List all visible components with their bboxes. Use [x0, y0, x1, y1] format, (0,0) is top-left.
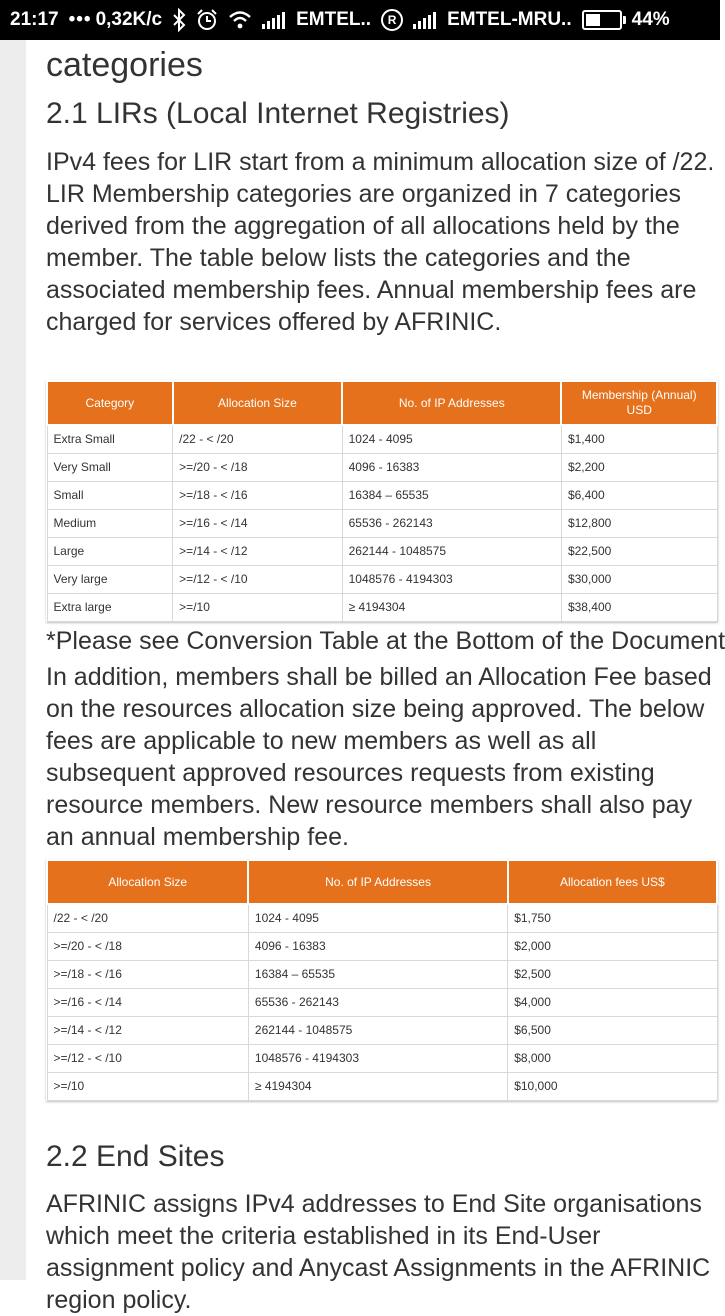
column-header: Allocation Size [47, 860, 248, 904]
table-cell: >=/10 [47, 1072, 248, 1100]
roaming-icon: R [381, 9, 403, 31]
conversion-note[interactable]: *Please see Conversion Table at the Bottom of the Document [46, 627, 725, 655]
table-cell: 65536 - 262143 [248, 988, 507, 1016]
end-sites-paragraph: AFRINIC assigns IPv4 addresses to End Site organisations which meet the criteria established in its End-User assignment policy and Anycast Assignments in the AFRINIC region policy. [46, 1190, 711, 1314]
signal-icon [262, 11, 286, 29]
table-cell: 1024 - 4095 [248, 904, 507, 932]
battery-icon [582, 10, 626, 30]
table-cell: $6,500 [508, 1016, 717, 1044]
table-row [47, 509, 717, 537]
table-cell: >=/18 - < /16 [47, 960, 248, 988]
table-cell: 16384 – 65535 [342, 481, 561, 509]
column-header: Allocation Size [173, 381, 342, 425]
table-cell: $1,400 [561, 425, 717, 453]
table-cell: 1024 - 4095 [342, 425, 561, 453]
table-row [47, 988, 717, 1016]
cut-heading: categories [46, 46, 203, 84]
table-cell: Medium [47, 509, 173, 537]
table-header-row [47, 860, 717, 904]
table-cell: $22,500 [561, 537, 717, 565]
table-row [47, 537, 717, 565]
left-gutter [0, 40, 26, 1280]
table-cell: $6,400 [561, 481, 717, 509]
table-cell: Large [47, 537, 173, 565]
table-cell: >=/12 - < /10 [173, 565, 342, 593]
table-row [47, 593, 717, 621]
more-dots: ••• [68, 9, 92, 30]
table-cell: $30,000 [561, 565, 717, 593]
signal-icon [413, 11, 437, 29]
table-row [47, 1044, 717, 1072]
table-row [47, 425, 717, 453]
table-cell: $2,500 [508, 960, 717, 988]
table-cell: 262144 - 1048575 [342, 537, 561, 565]
table-cell: >=/14 - < /12 [47, 1016, 248, 1044]
table-header-row [47, 381, 717, 425]
carrier-2: EMTEL-MRU.. [447, 9, 572, 30]
table-row [47, 904, 717, 932]
table-cell: $12,800 [561, 509, 717, 537]
membership-table [46, 380, 718, 622]
table-cell: ≥ 4194304 [248, 1072, 507, 1100]
table-cell: >=/16 - < /14 [173, 509, 342, 537]
table-row [47, 1072, 717, 1100]
table-row [47, 960, 717, 988]
column-header: No. of IP Addresses [248, 860, 507, 904]
table-cell: Extra large [47, 593, 173, 621]
document-page[interactable] [0, 40, 725, 1314]
table-cell: $2,200 [561, 453, 717, 481]
table-cell: $4,000 [508, 988, 717, 1016]
table-cell: $8,000 [508, 1044, 717, 1072]
table-cell: >=/12 - < /10 [47, 1044, 248, 1072]
column-header: Membership (Annual) USD [561, 381, 717, 425]
table-cell: /22 - < /20 [47, 904, 248, 932]
table-row [47, 481, 717, 509]
lir-intro-paragraph: IPv4 fees for LIR start from a minimum allocation size of /22. LIR Membership categories are organized in 7 categories derived from the aggregation of all allocations held by the member. The table below lists the categories and the associated membership fees. Annual membership fees are charged for services offered by AFRINIC. [46, 148, 715, 336]
table-cell: 1048576 - 4194303 [342, 565, 561, 593]
section-title-lirs: 2.1 LIRs (Local Internet Registries) [46, 97, 510, 130]
carrier-1: EMTEL.. [296, 9, 372, 30]
alarm-icon [196, 9, 218, 31]
allocation-table [46, 859, 718, 1101]
table-cell: Very large [47, 565, 173, 593]
table-cell: 262144 - 1048575 [248, 1016, 507, 1044]
table-cell: $38,400 [561, 593, 717, 621]
wifi-icon [228, 10, 252, 30]
network-speed: 0,32K/c [95, 9, 163, 30]
clock: 21:17 [10, 9, 59, 30]
table-cell: $2,000 [508, 932, 717, 960]
table-row [47, 1016, 717, 1044]
table-cell: 4096 - 16383 [342, 453, 561, 481]
table-cell: $1,750 [508, 904, 717, 932]
table-cell: >=/10 [173, 593, 342, 621]
table-cell: >=/18 - < /16 [173, 481, 342, 509]
table-cell: 4096 - 16383 [248, 932, 507, 960]
table-cell: >=/20 - < /18 [173, 453, 342, 481]
table-cell: Very Small [47, 453, 173, 481]
table-cell: 1048576 - 4194303 [248, 1044, 507, 1072]
table-row [47, 565, 717, 593]
table-cell: 16384 – 65535 [248, 960, 507, 988]
column-header: Category [47, 381, 173, 425]
table-cell: >=/20 - < /18 [47, 932, 248, 960]
table-row [47, 932, 717, 960]
table-cell: >=/14 - < /12 [173, 537, 342, 565]
column-header: No. of IP Addresses [342, 381, 561, 425]
bluetooth-icon [172, 9, 186, 31]
table-cell: $10,000 [508, 1072, 717, 1100]
battery-percent: 44% [631, 9, 670, 30]
table-cell: ≥ 4194304 [342, 593, 561, 621]
column-header: Allocation fees US$ [508, 860, 717, 904]
table-cell: 65536 - 262143 [342, 509, 561, 537]
section-title-end-sites: 2.2 End Sites [46, 1140, 225, 1173]
status-bar [0, 0, 720, 40]
table-cell: /22 - < /20 [173, 425, 342, 453]
allocation-intro-paragraph: In addition, members shall be billed an Allocation Fee based on the resources allocation size being approved. The below fees are applicable to new members as well as all subsequent approved resources requests from existing resource members. New resource members shall also pay an annual membership fee. [46, 663, 712, 851]
table-cell: >=/16 - < /14 [47, 988, 248, 1016]
table-cell: Small [47, 481, 173, 509]
table-cell: Extra Small [47, 425, 173, 453]
table-row [47, 453, 717, 481]
